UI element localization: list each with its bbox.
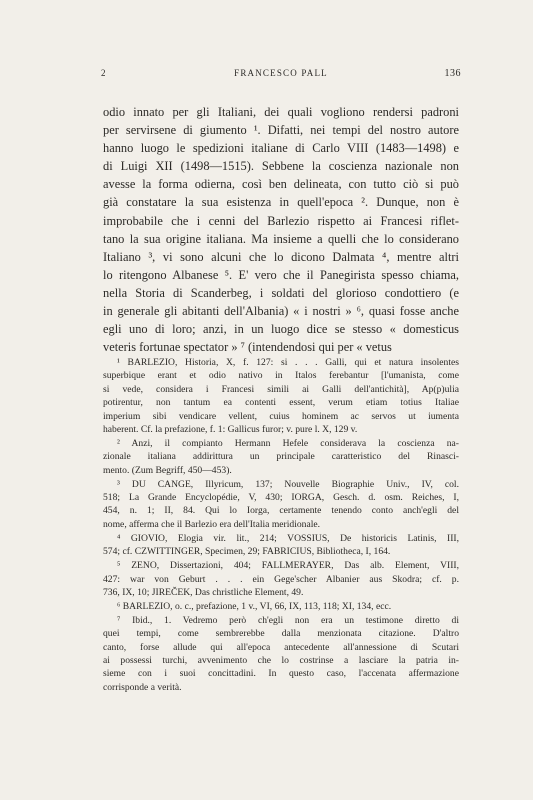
page-number-right: 136 [444,68,461,79]
footnote-3 [103,478,459,532]
footnote-line: potirentur, non tantum ea contenti essent, verum etiam totius Italiae [103,397,459,409]
footnote-1 [103,356,459,436]
footnote-7 [103,614,459,694]
footnote-line: nome, afferma che il Barlezio era dell'Italia meridionale. [103,518,321,530]
body-line: hanno luogo le spedizioni italiane di Carlo VIII (1483—1498) e [103,141,459,156]
footnote-line: imperium sibi vendicare vellent, cuius hominem ac servos ut iumenta [103,410,459,422]
footnote-line: quei tempi, come sembrerebbe dalla menzionata citazione. D'altro [103,628,459,640]
footnote-line: superbique erant et odio nativo in Italos ferebantur [l'umanista, come [103,370,459,382]
body-text [103,103,459,356]
body-line: improbabile che i cenni del Barlezio rispetto ai Francesi riflet- [103,213,459,228]
footnote-line: ³ DU CANGE, Illyricum, 137; Nouvelle Biographie Univ., IV, col. [117,478,459,490]
footnote-line: ⁷ Ibid., 1. Vedremo però ch'egli non era un testimone diretto di [117,614,459,626]
footnote-line: 574; cf. CZWITTINGER, Specimen, 29; FABRICIUS, Bibliotheca, I, 164. [103,546,391,558]
footnote-line: 454, n. 1; II, 84. Qui lo Iorga, certamente tenendo conto anch'egli del [103,505,459,517]
body-line: odio innato per gli Italiani, dei quali vogliono rendersi padroni [103,105,459,119]
footnote-2 [103,437,459,477]
body-line: avesse la forma odierna, così ben delineata, con tutto ciò si può [103,177,459,192]
body-line: nella Storia di Scanderbeg, i soldati del glorioso condottiero (e [103,285,459,300]
footnote-line: mento. (Zum Begriff, 450—453). [103,464,232,476]
footnote-line: ⁵ ZENO, Dissertazioni, 404; FALLMERAYER, Das alb. Element, VIII, [117,560,459,572]
page-number-left: 2 [101,68,106,78]
footnote-line: sieme con i suoi concittadini. In questo caso, l'accenata affermazione [103,668,459,680]
footnote-line: ² Anzi, il compianto Hermann Hefele considerava la coscienza na- [117,437,459,449]
footnote-5 [103,559,459,599]
footnote-4 [103,532,459,559]
body-line: tano la sua origine italiana. Ma insieme a quelli che lo considerano [103,231,459,246]
bleed-through-text [232,22,492,27]
footnote-line: si vede, considera i Francesi simili ai Galli dell'antichità], Ap(p)ulia [103,383,459,395]
footnote-line: haberent. Cf. la prefazione, f. 1: Gallicus furor; v. pure l. X, 129 v. [103,424,358,436]
footnote-line: ¹ BARLEZIO, Historia, X, f. 127: si . . . Galli, qui et natura insolentes [117,357,459,368]
footnote-line: canto, forse allude qui all'epoca antecedente all'annessione di Scutari [103,641,459,653]
footnote-line: zionale italiana addirittura un principale caratteristico del Rinasci- [103,451,459,463]
body-line: di Luigi XII (1498—1515). Sebbene la coscienza nazionale non [103,159,459,174]
footnotes [103,356,459,695]
footnote-line: 427: war von Geburt . . . ein Gege'scher Albanier aus Skodra; cf. p. [103,573,459,585]
page-header [101,68,461,82]
footnote-6 [103,600,459,613]
body-line: veteris fortunae spectator » ⁷ (intendendosi qui per « vetus [103,340,392,355]
body-line: già constatare la sua esistenza in quell'epoca ². Dunque, non è [103,195,459,210]
footnote-line: 518; La Grande Encyclopédie, V, 430; IORGA, Gesch. d. osm. Reiches, I, [103,492,459,504]
body-line: lo ritengono Albanese ⁵. E' vero che il Panegirista spesso chiama, [103,267,459,282]
body-line: per servirsene di giumento ¹. Difatti, nei tempi del nostro autore [103,123,459,138]
body-line: egli uno di loro; anzi, in un luogo dice se stesso « domesticus [103,322,459,337]
footnote-line: ⁴ GIOVIO, Elogia vir. lit., 214; VOSSIUS, De historicis Latinis, III, [117,532,459,544]
running-head: FRANCESCO PALL [234,68,328,78]
body-line: Italiano ³, vi sono alcuni che lo dicono Dalmata ⁴, mentre altri [103,249,459,264]
footnote-line: ⁶ BARLEZIO, o. c., prefazione, 1 v., VI, 66, IX, 113, 118; XI, 134, ecc. [117,600,392,612]
footnote-line: ai possessi turchi, avvenimento che lo costrinse a lasciare la patria in- [103,654,459,666]
footnote-line: corrisponde a verità. [103,681,182,693]
footnote-line: 736, IX, 10; JIREČEK, Das christliche Element, 49. [103,586,304,598]
body-line: in generale gli abitanti dell'Albania) « i nostri » ⁶, quasi fosse anche [103,304,459,319]
